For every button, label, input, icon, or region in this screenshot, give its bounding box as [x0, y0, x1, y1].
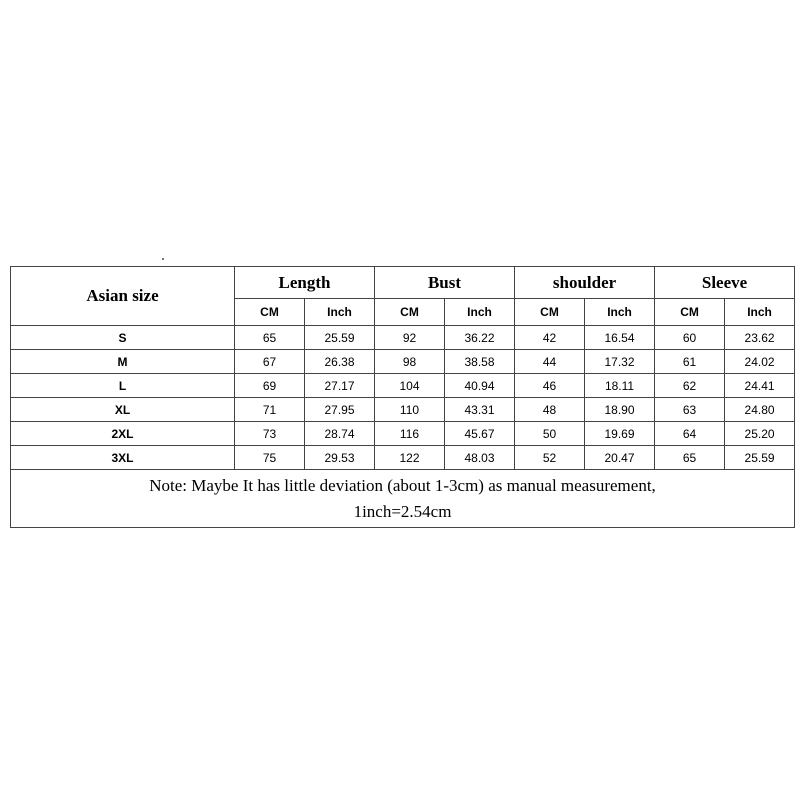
length-cm-cell: 71 [235, 398, 305, 422]
asian-size-header: Asian size [11, 267, 235, 326]
bust-cm-cell: 104 [375, 374, 445, 398]
length-cm-cell: 69 [235, 374, 305, 398]
bust-cm-cell: 110 [375, 398, 445, 422]
size-label: XL [11, 398, 235, 422]
note-line-1: Note: Maybe It has little deviation (about 1-3cm) as manual measurement, [149, 475, 656, 495]
size-table [10, 266, 795, 528]
length-inch-cell: 27.17 [305, 374, 375, 398]
bust-cm-cell: 98 [375, 350, 445, 374]
table-row [11, 350, 795, 374]
bust-inch-cell: 43.31 [445, 398, 515, 422]
unit-inch-header: Inch [725, 299, 795, 326]
bust-inch-cell: 38.58 [445, 350, 515, 374]
size-label: L [11, 374, 235, 398]
table-row [11, 446, 795, 470]
unit-cm-header: CM [515, 299, 585, 326]
unit-inch-header: Inch [585, 299, 655, 326]
stray-dot [162, 258, 164, 260]
sleeve-cm-cell: 64 [655, 422, 725, 446]
table-row [11, 398, 795, 422]
length-inch-cell: 26.38 [305, 350, 375, 374]
sleeve-header: Sleeve [655, 267, 795, 299]
measurement-note [11, 470, 795, 528]
length-inch-cell: 27.95 [305, 398, 375, 422]
bust-inch-cell: 45.67 [445, 422, 515, 446]
shoulder-inch-cell: 16.54 [585, 326, 655, 350]
size-label: 3XL [11, 446, 235, 470]
shoulder-header: shoulder [515, 267, 655, 299]
length-inch-cell: 25.59 [305, 326, 375, 350]
sleeve-inch-cell: 23.62 [725, 326, 795, 350]
shoulder-cm-cell: 50 [515, 422, 585, 446]
unit-inch-header: Inch [445, 299, 515, 326]
header-group-row [11, 267, 795, 299]
table-row [11, 374, 795, 398]
sleeve-cm-cell: 60 [655, 326, 725, 350]
bust-inch-cell: 36.22 [445, 326, 515, 350]
bust-cm-cell: 92 [375, 326, 445, 350]
length-cm-cell: 67 [235, 350, 305, 374]
unit-cm-header: CM [655, 299, 725, 326]
shoulder-inch-cell: 18.90 [585, 398, 655, 422]
sleeve-cm-cell: 65 [655, 446, 725, 470]
shoulder-cm-cell: 48 [515, 398, 585, 422]
length-inch-cell: 28.74 [305, 422, 375, 446]
size-label: S [11, 326, 235, 350]
bust-cm-cell: 122 [375, 446, 445, 470]
size-chart [10, 266, 794, 528]
unit-inch-header: Inch [305, 299, 375, 326]
sleeve-inch-cell: 25.59 [725, 446, 795, 470]
table-row [11, 326, 795, 350]
bust-cm-cell: 116 [375, 422, 445, 446]
length-cm-cell: 73 [235, 422, 305, 446]
shoulder-cm-cell: 46 [515, 374, 585, 398]
sleeve-inch-cell: 24.41 [725, 374, 795, 398]
sleeve-inch-cell: 24.80 [725, 398, 795, 422]
shoulder-inch-cell: 17.32 [585, 350, 655, 374]
shoulder-cm-cell: 52 [515, 446, 585, 470]
sleeve-cm-cell: 63 [655, 398, 725, 422]
bust-header: Bust [375, 267, 515, 299]
length-header: Length [235, 267, 375, 299]
sleeve-cm-cell: 61 [655, 350, 725, 374]
length-cm-cell: 65 [235, 326, 305, 350]
length-inch-cell: 29.53 [305, 446, 375, 470]
shoulder-inch-cell: 19.69 [585, 422, 655, 446]
unit-cm-header: CM [375, 299, 445, 326]
shoulder-inch-cell: 20.47 [585, 446, 655, 470]
size-label: M [11, 350, 235, 374]
shoulder-inch-cell: 18.11 [585, 374, 655, 398]
sleeve-cm-cell: 62 [655, 374, 725, 398]
table-row [11, 422, 795, 446]
shoulder-cm-cell: 42 [515, 326, 585, 350]
size-label: 2XL [11, 422, 235, 446]
sleeve-inch-cell: 24.02 [725, 350, 795, 374]
unit-cm-header: CM [235, 299, 305, 326]
note-row [11, 470, 795, 528]
shoulder-cm-cell: 44 [515, 350, 585, 374]
length-cm-cell: 75 [235, 446, 305, 470]
sleeve-inch-cell: 25.20 [725, 422, 795, 446]
bust-inch-cell: 48.03 [445, 446, 515, 470]
bust-inch-cell: 40.94 [445, 374, 515, 398]
note-line-2: 1inch=2.54cm [353, 501, 452, 521]
